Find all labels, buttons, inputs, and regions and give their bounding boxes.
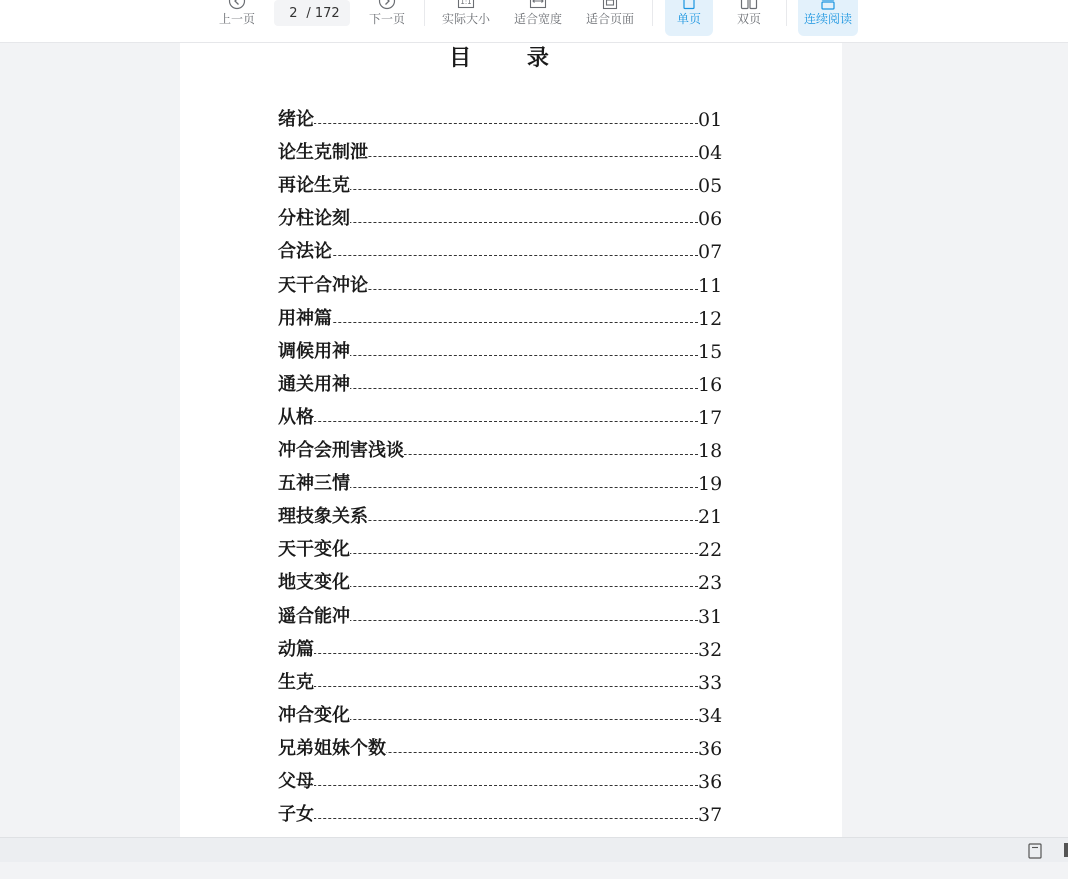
toc-entry-page: 21	[698, 506, 723, 529]
toc-entry[interactable]	[278, 535, 722, 561]
toc-entry[interactable]	[278, 568, 722, 594]
toc-entry-page: 15	[698, 340, 723, 363]
toc-entry[interactable]	[278, 668, 722, 694]
toc-entry[interactable]	[278, 436, 722, 462]
toc-leader-dots	[278, 420, 698, 422]
svg-text:1:1: 1:1	[460, 0, 472, 6]
toc-entry-title: 论生克制泄	[278, 138, 368, 164]
circle-chevron-left-icon	[228, 0, 246, 10]
scroll-edge-icon	[1064, 843, 1068, 857]
toc-entry-page: 05	[698, 175, 723, 198]
document-page	[180, 43, 842, 837]
toc-entry-title: 用神篇	[278, 304, 332, 330]
total-pages: / 172	[306, 5, 340, 21]
toc-leader-dots	[278, 817, 698, 819]
toc-entry-title: 调候用神	[278, 337, 350, 363]
double-page-icon	[740, 0, 758, 10]
toc-entry-title: 绪论	[278, 105, 314, 131]
toc-entry-title: 冲合变化	[278, 701, 350, 727]
fit-width-icon	[529, 0, 547, 10]
toc-leader-dots	[278, 685, 698, 687]
toc-entry-title: 冲合会刑害浅谈	[278, 436, 404, 462]
toc-entry-title: 遥合能冲	[278, 602, 350, 628]
toc-entry-title: 五神三情	[278, 469, 350, 495]
prev-page-button[interactable]	[214, 0, 260, 36]
toc-entry-page: 16	[698, 373, 723, 396]
bottom-strip	[0, 862, 1068, 879]
toc-entry-page: 22	[698, 539, 723, 562]
toolbar-divider	[424, 0, 425, 26]
toc-entry[interactable]	[278, 502, 722, 528]
prev-page-label: 上一页	[218, 12, 255, 26]
toc-entry-title: 再论生克	[278, 171, 350, 197]
toc-entry-page: 32	[698, 638, 723, 661]
toc-entry[interactable]	[278, 105, 722, 131]
next-page-button[interactable]	[364, 0, 410, 36]
actual-size-button[interactable]	[436, 0, 496, 36]
toc-entry-title: 兄弟姐妹个数	[278, 734, 386, 760]
toc-entry-page: 18	[698, 440, 723, 462]
toc-entry[interactable]	[278, 171, 722, 197]
status-bar	[0, 837, 1068, 862]
fit-page-icon	[601, 0, 619, 10]
toc-entry-page: 33	[698, 671, 723, 694]
toc-leader-dots	[278, 784, 698, 786]
toc-entry-title: 生克	[278, 668, 314, 694]
toc-entry-page: 12	[698, 307, 723, 330]
toc-entry-page: 31	[698, 605, 723, 628]
toc-leader-dots	[278, 122, 698, 124]
toc-entry-title: 合法论	[278, 237, 332, 263]
toc-entry-title: 理技象关系	[278, 502, 368, 528]
single-page-button[interactable]	[665, 0, 713, 36]
toolbar-divider	[786, 0, 787, 26]
toc-entry-page: 37	[698, 804, 723, 827]
toolbar	[0, 0, 1068, 43]
toc-entry-title: 动篇	[278, 635, 314, 661]
toolbar-divider	[652, 0, 653, 26]
toc-entry[interactable]	[278, 469, 722, 495]
toc-entry-page: 04	[698, 142, 723, 165]
toc-entry[interactable]	[278, 403, 722, 429]
toc-entry[interactable]	[278, 237, 722, 263]
double-page-label: 双页	[736, 12, 761, 26]
toc-entry[interactable]	[278, 800, 722, 826]
single-page-icon	[680, 0, 698, 10]
toc-leader-dots	[278, 254, 698, 256]
actual-size-label: 实际大小	[441, 12, 490, 26]
toc-entry[interactable]	[278, 138, 722, 164]
toc-entry-title: 分柱论刻	[278, 204, 350, 230]
toc-entry-title: 子女	[278, 800, 314, 826]
continuous-read-label: 连续阅读	[803, 12, 852, 26]
fit-page-label: 适合页面	[585, 12, 634, 26]
fit-page-button[interactable]	[580, 0, 640, 36]
toc-entry-page: 23	[698, 572, 723, 595]
toc-entry[interactable]	[278, 271, 722, 297]
next-page-label: 下一页	[368, 12, 405, 26]
page-view-icon[interactable]	[1028, 843, 1042, 863]
page-number-input[interactable]	[284, 6, 302, 21]
fit-width-button[interactable]	[508, 0, 568, 36]
toc-entry-title: 父母	[278, 767, 314, 793]
page-number-box	[274, 0, 350, 26]
toc-entry[interactable]	[278, 204, 722, 230]
toc-entry[interactable]	[278, 635, 722, 661]
toc-title: 目 录	[449, 45, 573, 71]
double-page-button[interactable]	[726, 0, 772, 36]
toc-entry-page: 11	[698, 274, 723, 297]
continuous-scroll-icon	[819, 0, 837, 10]
toc-entry-page: 06	[698, 208, 723, 231]
fit-width-label: 适合宽度	[513, 12, 562, 26]
toc-entry[interactable]	[278, 304, 722, 330]
single-page-label: 单页	[676, 12, 701, 26]
toc-entry-page: 17	[698, 406, 723, 429]
toc-entry-title: 从格	[278, 403, 314, 429]
toc-entry[interactable]	[278, 767, 722, 793]
one-to-one-icon	[457, 0, 475, 10]
continuous-read-button[interactable]	[798, 0, 858, 36]
toc-entry-page: 36	[698, 771, 723, 793]
toc-entry-title: 地支变化	[278, 568, 350, 594]
toc-entry[interactable]	[278, 370, 722, 396]
toc-entry-title: 天干合冲论	[278, 271, 368, 297]
toc-entry-page: 34	[698, 704, 723, 727]
toc-leader-dots	[278, 652, 698, 654]
toc-leader-dots	[278, 321, 698, 323]
toc-entry[interactable]	[278, 337, 722, 363]
toc-entry[interactable]	[278, 734, 722, 760]
toc-entry-page: 19	[698, 473, 723, 496]
toc-entry-title: 天干变化	[278, 535, 350, 561]
toc-entry-title: 通关用神	[278, 370, 350, 396]
toc-entry-page: 01	[698, 109, 723, 131]
toc-entry-page: 07	[698, 241, 723, 264]
toc-entry[interactable]	[278, 602, 722, 628]
toc-entry[interactable]	[278, 701, 722, 727]
circle-chevron-right-icon	[378, 0, 396, 10]
toc-entry-page: 36	[698, 737, 723, 760]
